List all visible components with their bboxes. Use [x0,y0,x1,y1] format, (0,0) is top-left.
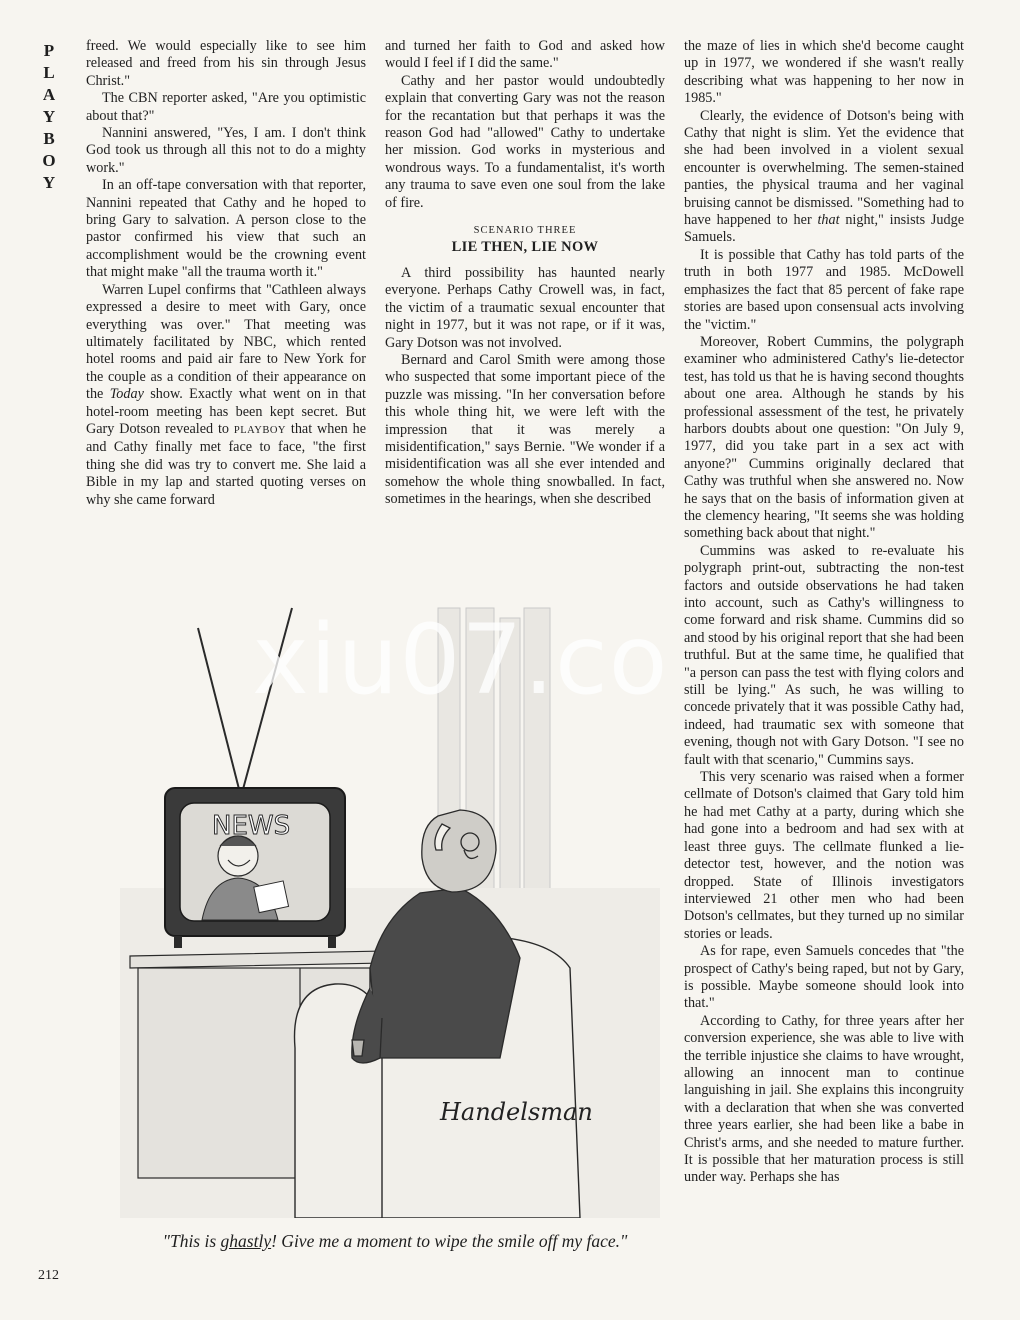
paragraph: and turned her faith to God and asked how would I feel if I did the same." [385,38,665,72]
paragraph: It is possible that Cathy has told parts of the truth in both 1977 and 1985. McDowell emphasizes the fact that 85 percent of fake rape stories are based upon consensual acts involving the "victim." [684,246,964,333]
paragraph: According to Cathy, for three years after her conversion experience, she was able to live with the terrible injustice she claims to have wrought, allowing an innocent man to continue languishing in jail. She explains this incongruity with a declaration that when she was converted three years earlier, she had been like a babe in Christ's arms, and she needed to mature further. It is possible that her maturation process is still under way. Perhaps she has [684,1012,964,1186]
paragraph: Moreover, Robert Cummins, the polygraph examiner who administered Cathy's lie-detector test, has told us that he is having second thoughts about one area. Although he stands by his professional assessment of the test, he privately harbors doubts about one question: "On July 9, 1977, did you take part in a sex act with anyone?" Cummins originally declared that Cathy was truthful when she answered no. Now he says that on the basis of information given at the clemency hearing, "It seems she was holding something back about that night." [684,333,964,542]
paragraph: the maze of lies in which she'd become caught up in 1977, we wondered if she wasn't really describing what was happening to her now in 1985." [684,38,964,107]
text-run: that when he and Cathy finally met face to face, "the first thing she did was try to convert me. She laid a Bible in my lap and started quoting verses on why she came forward [86,420,366,508]
television [165,788,345,948]
paragraph: Nannini answered, "Yes, I am. I don't think God took us through all this not to do a mighty work." [86,125,366,176]
magazine-vertical-title [36,40,62,194]
paragraph: A third possibility has haunted nearly everyone. Perhaps Cathy Crowell was, in fact, the victim of a traumatic sexual encounter that night in 1977, but it was not rape, or if it was, Gary Dotson was not involved. [385,264,665,351]
paragraph: In an off-tape conversation with that reporter, Nannini repeated that Cathy and he hoped to bring Gary to salvation. A person close to the pastor confirmed his view that such an accomplishment would be the crowning event that might make "all the trauma worth it." [86,177,366,281]
text-run: Clearly, the evidence of Dotson's being with Cathy that night is slim. Yet the evidence that she had been involved in a violent sexual encounter is overwhelming. The semen-stained panties, the physical trauma and her vaginal bruising cannot be dismissed. "Something had to have happened to her [684,107,964,229]
title-letter: A [42,85,56,104]
text-run: Warren Lupel confirms that "Cathleen always expressed a desire to meet with Gary, once everything was over." That meeting was ultimately facilitated by NBC, which rented hotel rooms and paid air fare to New York for the couple as a condition of their appearance on the [86,281,366,403]
title-letter: B [43,129,55,148]
text-column-3 [684,38,964,1187]
paragraph: This very scenario was raised when a former cellmate of Dotson's claimed that Gary told him he had met Cathy at a party, during which she had gone into a bedroom and had sex with at least three guys. The cellmate flunked a lie-detector test, however, and the notion was dropped. State of Illinois investigators interviewed 21 other men who had been Dotson's cellmates, but they turned up no similar stories or leads. [684,769,964,942]
emphasis: that [817,212,840,229]
watermark: xiu07.co [252,604,669,716]
text-column-2 [385,38,665,509]
artist-signature: Handelsman [440,1098,593,1126]
text-column-1 [86,38,366,509]
cartoon-caption [150,1230,640,1252]
paragraph: Bernard and Carol Smith were among those who suspected that some important piece of the puzzle was missing. "In her conversation before this whole thing hit, we were left with the impression that it was merely a misidentification," says Bernie. "We wonder if a misidentification was all she ever intended and somehow the whole thing snowballed. In fact, sometimes in the hearings, when she described [385,351,665,508]
caption-text: ! Give me a moment to wipe the smile off my face." [271,1231,628,1251]
title-letter: O [42,151,56,170]
paragraph [684,108,964,247]
text-run: show. Exactly what went on in that hotel-room meeting has been kept secret. But Gary Dotson revealed to [86,386,366,437]
paragraph: Cummins was asked to re-evaluate his polygraph print-out, subtracting the non-test factors and outside observations he had taken into account, such as Cathy's willingness to come forward and risk shame. Cummins did so and stood by his original report that she had been truthful. But at the same time, he qualified that "a person can pass the test with flying colors and still be lying." As such, he was willing to concede privately that it was possible Cathy had, indeed, had traumatic sex with someone that evening, though not with Gary Dotson. "I see no fault with that scenario," Cummins says. [684,542,964,768]
caption-text: "This is [162,1231,221,1251]
paragraph: As for rape, even Samuels concedes that "the prospect of Cathy's being raped, but not by Gary, is possible. Maybe someone should look into that." [684,943,964,1012]
paragraph: freed. We would especially like to see him released and freed from his sin through Jesus Christ." [86,38,366,89]
title-letter: Y [42,107,56,126]
title-letter: L [43,63,55,82]
section-heading: LIE THEN, LIE NOW [451,239,599,256]
title-letter: P [43,41,55,60]
cartoon-illustration [120,588,660,1218]
section-label: SCENARIO THREE [473,225,577,237]
tv-screen-text: NEWS [212,811,291,841]
paragraph: The CBN reporter asked, "Are you optimistic about that?" [86,90,366,124]
title-letter: Y [42,173,56,192]
text-run: night," insists Judge Samuels. [684,212,965,246]
paragraph: Cathy and her pastor would undoubtedly explain that converting Gary was not the reason for the recantation but that perhaps it was the reason God had "allowed" Cathy to undertake her mission. God works in mysterious and wondrous ways. To a fundamentalist, it's worth any trauma to save even one soul from the lake of fire. [385,72,665,211]
paragraph [86,282,366,509]
show-title: Today [109,386,144,403]
caption-emphasis: ghastly [220,1231,272,1251]
page-number: 212 [38,1268,59,1283]
magazine-name: PLAYBOY [233,424,287,436]
